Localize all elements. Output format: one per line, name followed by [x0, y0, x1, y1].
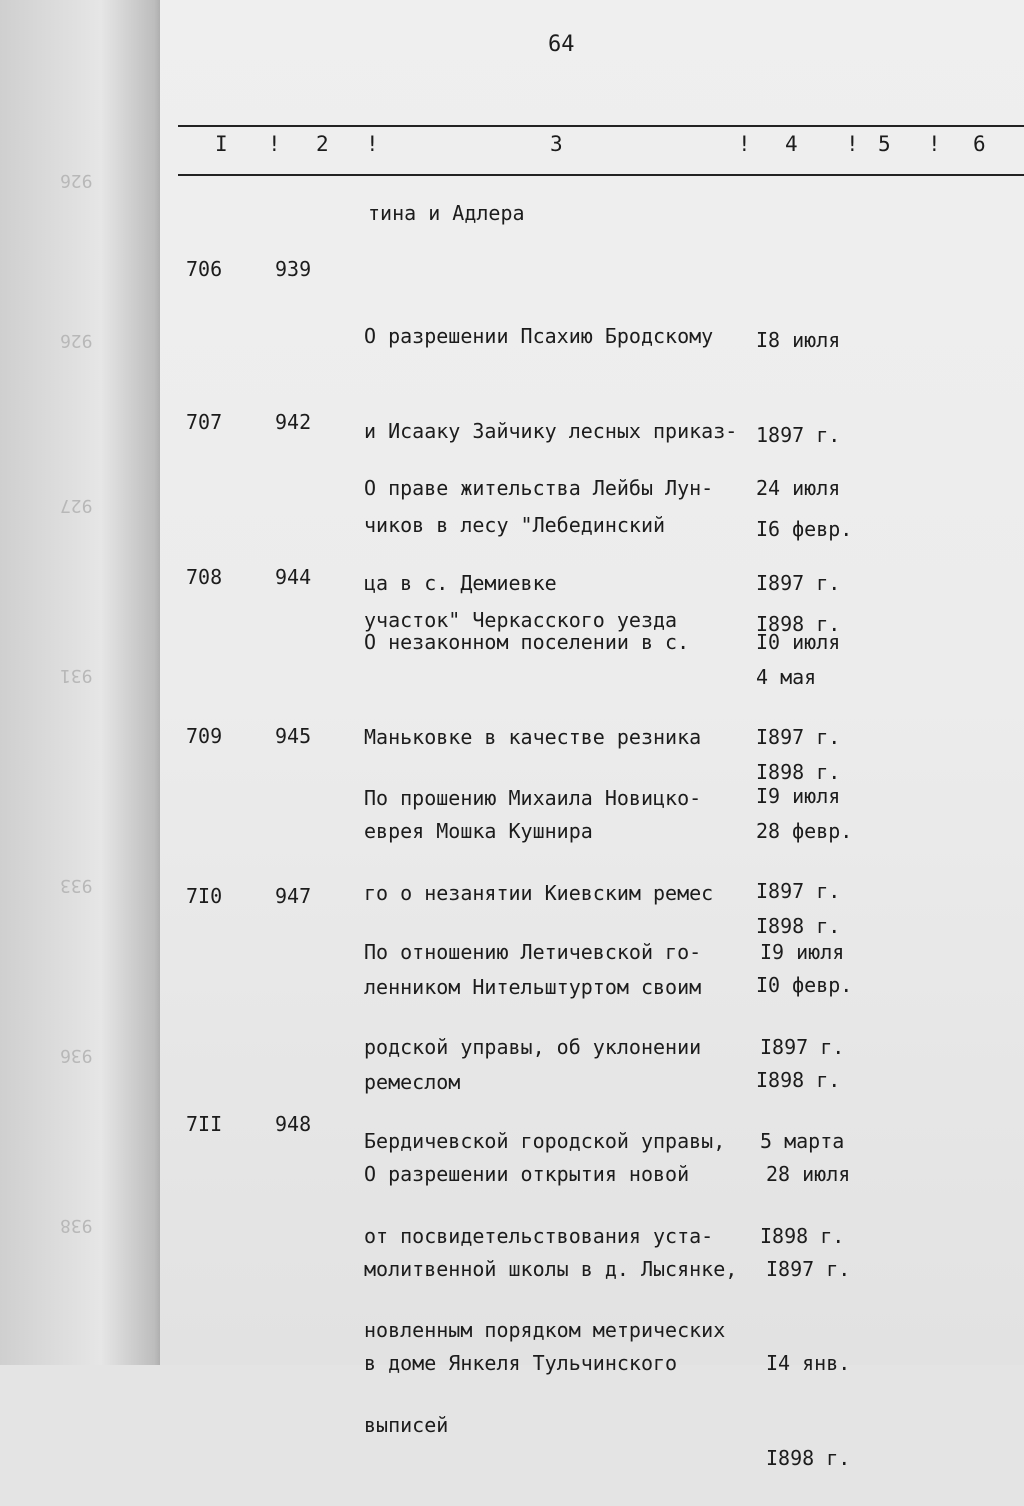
header-rule-top [178, 125, 1024, 127]
date-line: I898 г. [756, 1067, 841, 1092]
description-line: новленным порядком метрических [364, 1318, 726, 1342]
description-line: и Исааку Зайчику лесных приказ- [364, 418, 738, 443]
description-line: молитвенной школы в д. Лысянке, [364, 1256, 738, 1281]
bleed-through-mark: 926 [60, 330, 93, 351]
column-header: 4 [785, 132, 798, 156]
description-line: в доме Янкеля Тульчинского [364, 1351, 678, 1375]
page-number: 64 [548, 32, 575, 57]
date-line: I897 г. [766, 1256, 851, 1281]
description-line: еврея Мошка Кушнира [364, 819, 593, 843]
description-line: О разрешении открытия новой [364, 1162, 690, 1186]
entry-description [364, 1096, 737, 1411]
date-line: I0 июля [756, 630, 841, 654]
date-line: I897 г. [756, 724, 841, 749]
file-number: 948 [275, 1112, 312, 1136]
column-header: I [215, 132, 228, 156]
description-line: Бердичевской городской управы, [364, 1129, 726, 1153]
date-line: I897 г. [756, 570, 841, 595]
bleed-through-mark: 931 [60, 665, 93, 686]
file-number: 939 [275, 257, 312, 281]
entry-number: 708 [186, 565, 223, 589]
description-line: ца в с. Демиевке [364, 570, 557, 595]
date-line: I8 июля [756, 328, 841, 352]
description-line: участок" Черкасского уезда [364, 607, 678, 632]
date-line: I0 февр. [756, 973, 853, 997]
entry-number: 709 [186, 724, 223, 748]
description-line: По отношению Летичевской го- [364, 940, 702, 964]
description-line: ремеслом [364, 1069, 461, 1094]
entry-dates [766, 1096, 850, 1506]
bleed-through-mark: 936 [60, 1045, 93, 1066]
description-line: О незаконном поселении в с. [364, 630, 690, 654]
description-line: Маньковке в качестве резника [364, 724, 702, 749]
date-line: 4 мая [756, 665, 817, 689]
date-line: 5 марта [760, 1129, 845, 1153]
description-line: родской управы, об уклонении [364, 1034, 702, 1059]
column-header: 2 [316, 132, 329, 156]
date-line: I898 г. [766, 1445, 851, 1470]
date-line: I898 г. [756, 913, 841, 938]
entry-number: 706 [186, 257, 223, 281]
bleed-through-mark: 926 [60, 170, 93, 191]
description-line: О праве жительства Лейбы Лун- [364, 476, 714, 500]
description-line: По прошению Михаила Новицко- [364, 786, 702, 810]
date-line: 1897 г. [756, 422, 841, 447]
column-separator: ! [268, 132, 281, 156]
entry-number: 7I0 [186, 884, 223, 908]
description-line: О разрешении Псахию Бродскому [364, 324, 714, 348]
header-rule-bottom [178, 174, 1024, 176]
column-separator: ! [846, 132, 859, 156]
bleed-through-mark: 938 [60, 1215, 93, 1236]
column-header: 5 [878, 132, 891, 156]
date-line: I9 июля [756, 784, 841, 808]
description-line: выписей [364, 1412, 449, 1437]
entry-number: 707 [186, 410, 223, 434]
date-line: 28 февр. [756, 819, 853, 843]
date-line: 24 июля [756, 476, 841, 500]
description-line: чиков в лесу "Лебединский [364, 513, 666, 537]
date-line: I4 янв. [766, 1351, 851, 1375]
column-header: 3 [550, 132, 563, 156]
column-separator: ! [928, 132, 941, 156]
column-separator: ! [366, 132, 379, 156]
date-line: I897 г. [756, 878, 841, 903]
date-line: I898 г. [760, 1223, 845, 1248]
entry-number: 7II [186, 1112, 223, 1136]
description-line: ленником Нительштуртом своим [364, 975, 702, 999]
column-separator: ! [738, 132, 751, 156]
continuation-text: тина и Адлера [368, 201, 525, 225]
date-line: I9 июля [760, 940, 845, 964]
description-line: го о незанятии Киевским ремес [364, 880, 714, 905]
date-line: 28 июля [766, 1162, 851, 1186]
bleed-through-mark: 933 [60, 875, 93, 896]
description-line: от посвидетельствования уста- [364, 1223, 714, 1248]
date-line: I898 г. [756, 611, 841, 636]
date-line: I897 г. [760, 1034, 845, 1059]
file-number: 944 [275, 565, 312, 589]
date-line: I6 февр. [756, 517, 853, 541]
bleed-through-mark: 927 [60, 495, 93, 516]
column-header: 6 [973, 132, 986, 156]
file-number: 947 [275, 884, 312, 908]
file-number: 945 [275, 724, 312, 748]
date-line: I898 г. [756, 759, 841, 784]
file-number: 942 [275, 410, 312, 434]
